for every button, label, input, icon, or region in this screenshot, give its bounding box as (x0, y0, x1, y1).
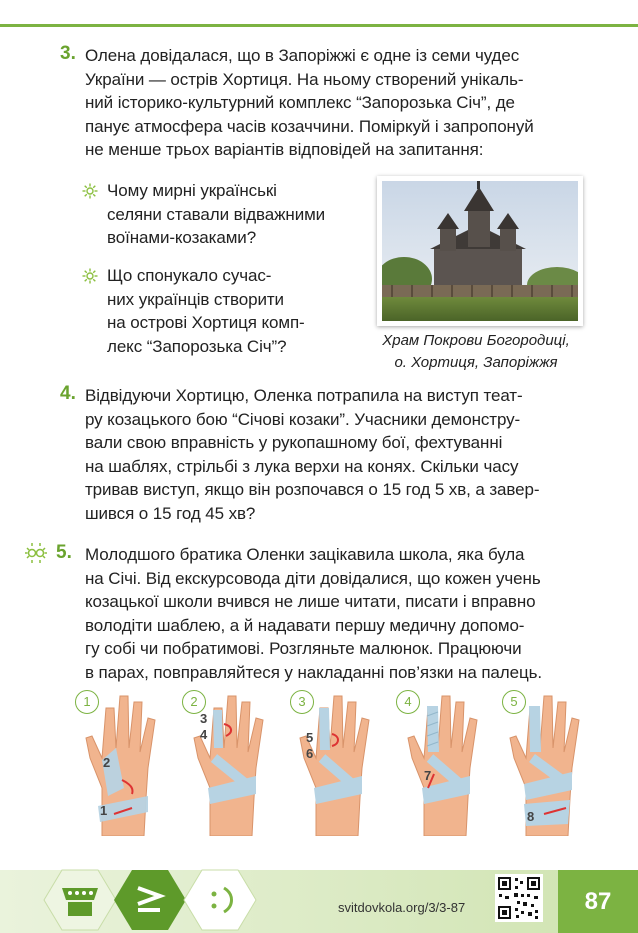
step-circle-4: 4 (396, 690, 420, 714)
task3-line: не менше трьох варіантів відповідей на запитання: (85, 140, 484, 159)
church-photo (377, 176, 583, 326)
step-number-3: 3 (200, 711, 208, 726)
compare-sign-icon (132, 882, 168, 918)
step-circle-5: 5 (502, 690, 526, 714)
step-number-2: 2 (103, 755, 111, 770)
hand-illustration-2 (180, 688, 288, 836)
step-circle-3: 3 (290, 690, 314, 714)
task5-line: гу собі чи побратимові. Розгляньте малюнок. Працюючи (85, 639, 522, 658)
task4-line: шився о 15 год 45 хв? (85, 503, 256, 523)
photo-caption (360, 330, 592, 374)
hand-illustration-5 (496, 688, 604, 836)
hand-illustration-1 (72, 688, 180, 836)
caption-line: Храм Покрови Богородиці, (382, 332, 570, 349)
task3-text (85, 44, 582, 162)
sun-bullet-icon (82, 268, 98, 284)
caption-line: о. Хортиця, Запоріжжя (394, 354, 558, 371)
task3-line: України — острів Хортиця. На ньому створений унікаль- (85, 69, 524, 89)
task3-line: ний історико-культурний комплекс “Запорозька Січ”, де (85, 93, 515, 112)
task5-text (85, 543, 582, 684)
task5-line: Молодшого братика Оленки зацікавила школа, яка була (85, 545, 525, 564)
page-number: 87 (584, 888, 612, 915)
qr-code-icon[interactable] (495, 874, 543, 922)
question-2 (107, 264, 305, 358)
group-table-icon (58, 882, 102, 920)
footer-url[interactable]: svitdovkola.org/3/3-87 (338, 900, 466, 915)
question-1-line: Чому мирні українські (107, 181, 277, 200)
step-number-5: 5 (306, 730, 314, 745)
step-number-4: 4 (200, 727, 208, 742)
step-circle-1: 1 (75, 690, 99, 714)
task4-line: Відвідуючи Хортицю, Оленка потрапила на виступ теат- (85, 386, 523, 405)
question-2-line: Що спонукало сучас- (107, 266, 272, 285)
question-2-line: лекс “Запорозька Січ”? (107, 336, 287, 356)
task4-number: 4. (60, 383, 76, 404)
page-footer (0, 862, 638, 933)
task4-line: на шаблях, стрільбі з лука верхи на конях. Скільки часу (85, 456, 519, 476)
question-1-line: воїнами-козаками? (107, 228, 257, 247)
task4-text (85, 384, 582, 525)
task4-line: ру козацького бою “Січові козаки”. Учасники демонстру- (85, 409, 521, 429)
task3-line: панує атмосфера часів козаччини. Поміркуй і запропонуй (85, 116, 534, 136)
hand-illustration-4 (394, 688, 502, 836)
question-1 (107, 179, 325, 250)
task5-number: 5. (56, 542, 72, 563)
smile-icon (204, 884, 240, 916)
task5-line: володіти шаблею, а й надавати першу медичну допомо- (85, 615, 525, 635)
step-circle-2: 2 (182, 690, 206, 714)
task3-number: 3. (60, 43, 76, 64)
task5-line: на Січі. Від екскурсовода діти довідалися, що кожен учень (85, 568, 541, 588)
task5-line: козацької школи вчився не лише читати, писати і вправно (85, 592, 536, 611)
step-number-7: 7 (424, 768, 432, 783)
task4-line: вали свою вправність у рукопашному бої, фехтуванні (85, 433, 503, 452)
step-number-8: 8 (527, 809, 535, 824)
question-2-line: на острові Хортиця комп- (107, 313, 305, 332)
sun-bullet-icon (82, 183, 98, 199)
question-1-line: селяни ставали відважними (107, 204, 326, 224)
hand-illustration-3 (286, 688, 394, 836)
step-number-1: 1 (100, 803, 108, 818)
task5-line: в парах, повправляйтеся у накладанні пов’язки на палець. (85, 662, 542, 682)
task4-line: тривав виступ, якщо він розпочався о 15 год 5 хв, а завер- (85, 480, 540, 499)
step-number-6: 6 (306, 746, 314, 761)
question-2-line: них українців створити (107, 289, 284, 309)
pair-work-icon (24, 542, 48, 564)
task3-line: Олена довідалася, що в Запоріжжі є одне із семи чудес (85, 46, 520, 65)
top-rule (0, 24, 638, 27)
